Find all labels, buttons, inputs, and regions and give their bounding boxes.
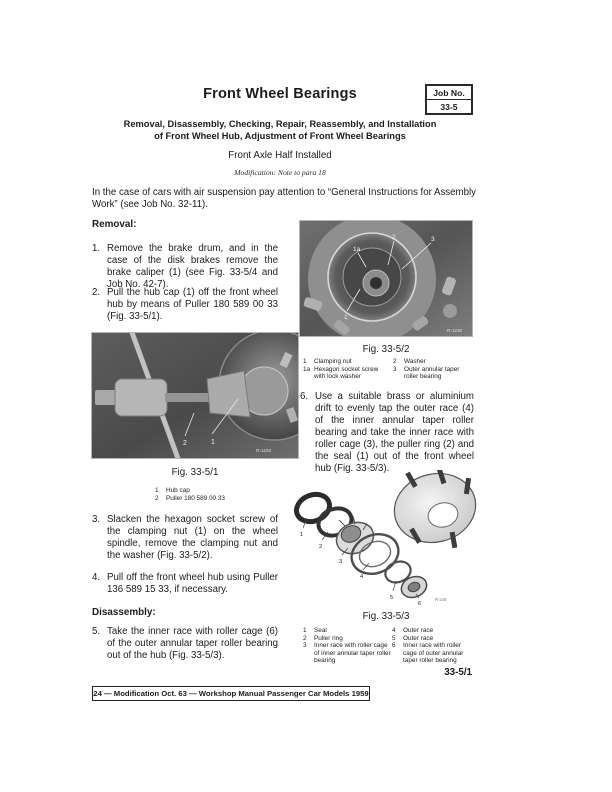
intro-paragraph: In the case of cars with air suspension pay attention to “General Instructions for Assembly Work” (see Job No. 32-11).	[92, 187, 476, 211]
legend-item	[303, 642, 391, 665]
legend-num: 1	[303, 627, 307, 634]
figure-legend-col2	[393, 358, 473, 381]
job-number-label: Job No.	[427, 86, 471, 100]
section-heading-removal: Removal:	[92, 219, 137, 230]
figure-callout: 1a	[353, 246, 361, 253]
figure-callout: 4	[360, 574, 364, 580]
legend-item	[155, 495, 290, 503]
step-text: Pull off the front wheel hub using Puller 136 589 15 33, if necessary.	[107, 572, 278, 595]
legend-num: 1	[155, 487, 159, 494]
legend-text: Puller 180 589 00 33	[166, 494, 225, 502]
step-text: Slacken the hexagon socket screw of the clamping nut (1) on the wheel spindle, remove the clamping nut and the washer (Fig. 33-5/2).	[107, 514, 278, 561]
figure-callout: 3	[431, 236, 435, 243]
step-2	[92, 287, 278, 323]
legend-item	[392, 642, 476, 665]
legend-item	[303, 635, 391, 643]
legend-num: 5	[392, 634, 396, 642]
figure-legend-col1	[303, 358, 389, 381]
figure-photo-clamping-nut	[300, 221, 472, 336]
step-text: Pull the hub cap (1) off the front wheel hub by means of Puller 180 589 00 33 (Fig. 33-5/1).	[107, 287, 278, 322]
step-5	[92, 626, 278, 662]
legend-num: 1a	[303, 365, 311, 373]
legend-text: Inner race with roller cage of inner annular taper roller bearing	[314, 642, 391, 665]
exploded-hub-illustration	[293, 470, 480, 608]
step-number: 1.	[92, 243, 101, 254]
legend-num: 4	[392, 627, 396, 634]
legend-item	[303, 366, 389, 381]
figure-callout: 5	[390, 595, 394, 601]
figure-caption: Fig. 33-5/3	[362, 611, 410, 622]
legend-text: Outer race	[403, 627, 434, 634]
legend-item	[303, 627, 391, 635]
figure-photo-hub-puller	[92, 333, 298, 458]
step-text: Use a suitable brass or aluminium drift to evenly tap the outer race (4) of the inner annular taper roller bearing and take the inner race with roller cage (3), the puller ring (2) and the seal (1) out of the front wheel hub (Fig. 33-5/3).	[315, 391, 474, 474]
condition-line: Front Axle Half Installed	[228, 150, 332, 161]
legend-num: 2	[155, 494, 159, 502]
figure-legend-col1	[303, 627, 391, 665]
photo-reference-mark: R-1230	[447, 328, 463, 333]
legend-item	[155, 487, 290, 495]
subtitle-line-1: Removal, Disassembly, Checking, Repair, Reassembly, and Installation	[123, 119, 437, 129]
legend-num: 2	[393, 358, 397, 365]
subtitle	[92, 119, 468, 142]
modification-note: Modification: Note to para 18	[234, 168, 326, 177]
figure-legend-col2	[392, 627, 476, 665]
legend-text: Inner race with roller cage of outer annular taper roller bearing	[403, 642, 464, 665]
figure-callout: 2	[183, 440, 187, 447]
legend-item	[392, 635, 476, 643]
step-number: 6.	[300, 391, 309, 402]
legend-num: 3	[303, 642, 307, 650]
legend-text: Hexagon socket screw with lock washer	[314, 365, 379, 381]
legend-num: 1	[303, 358, 307, 365]
step-6	[300, 391, 474, 475]
step-4	[92, 572, 278, 596]
page-reference: 33-5/1	[444, 667, 472, 678]
legend-item	[303, 358, 389, 366]
step-number: 4.	[92, 572, 101, 583]
figure-callout: 3	[339, 559, 343, 565]
legend-item	[392, 627, 476, 635]
legend-num: 3	[393, 365, 397, 373]
figure-drawing-exploded-hub	[293, 470, 480, 608]
figure-callout: 2	[392, 234, 396, 241]
clamping-nut-photo-illustration	[300, 221, 472, 336]
step-text: Remove the brake drum, and in the case of the disk brakes remove the brake caliper (1) (see Fig. 33-5/4 and Job No. 42-7).	[107, 243, 278, 290]
legend-text: Puller ring	[314, 634, 343, 642]
legend-item	[393, 358, 473, 366]
job-number-box	[425, 84, 473, 115]
subtitle-line-2: of Front Wheel Hub, Adjustment of Front Wheel Bearings	[154, 130, 406, 141]
figure-callout: 1	[211, 439, 215, 446]
step-number: 3.	[92, 514, 101, 525]
legend-text: Washer	[404, 358, 426, 365]
figure-callout: 1	[300, 532, 304, 538]
figure-caption: Fig. 33-5/2	[362, 344, 410, 355]
hub-puller-photo-illustration	[92, 333, 298, 458]
step-3	[92, 514, 278, 562]
legend-item	[393, 366, 473, 381]
figure-caption: Fig. 33-5/1	[171, 467, 219, 478]
step-text: Take the inner race with roller cage (6) of the outer annular taper roller bearing out of the hub (Fig. 33-5/3).	[107, 626, 278, 661]
figure-callout: 6	[418, 601, 422, 607]
photo-reference-mark: R-1233	[256, 448, 272, 453]
job-number-value: 33-5	[440, 102, 458, 112]
step-number: 5.	[92, 626, 101, 637]
legend-text: Seal	[314, 627, 327, 634]
legend-text: Outer annular taper roller bearing	[404, 365, 460, 381]
page-title: Front Wheel Bearings	[203, 86, 357, 102]
step-1	[92, 243, 278, 291]
figure-callout: 2	[319, 544, 323, 550]
legend-text: Outer race	[403, 634, 434, 642]
legend-num: 2	[303, 634, 307, 642]
step-number: 2.	[92, 287, 101, 298]
section-heading-disassembly: Disassembly:	[92, 607, 156, 618]
legend-text: Clamping nut	[314, 358, 352, 365]
figure-callout: 1	[344, 314, 348, 321]
figure-legend	[155, 487, 290, 502]
photo-reference-mark: R-246	[435, 597, 447, 602]
legend-text: Hub cap	[166, 487, 190, 494]
legend-num: 6	[392, 642, 396, 650]
footer-imprint: 24 — Modification Oct. 63 — Workshop Manual Passenger Car Models 1959	[92, 686, 370, 701]
